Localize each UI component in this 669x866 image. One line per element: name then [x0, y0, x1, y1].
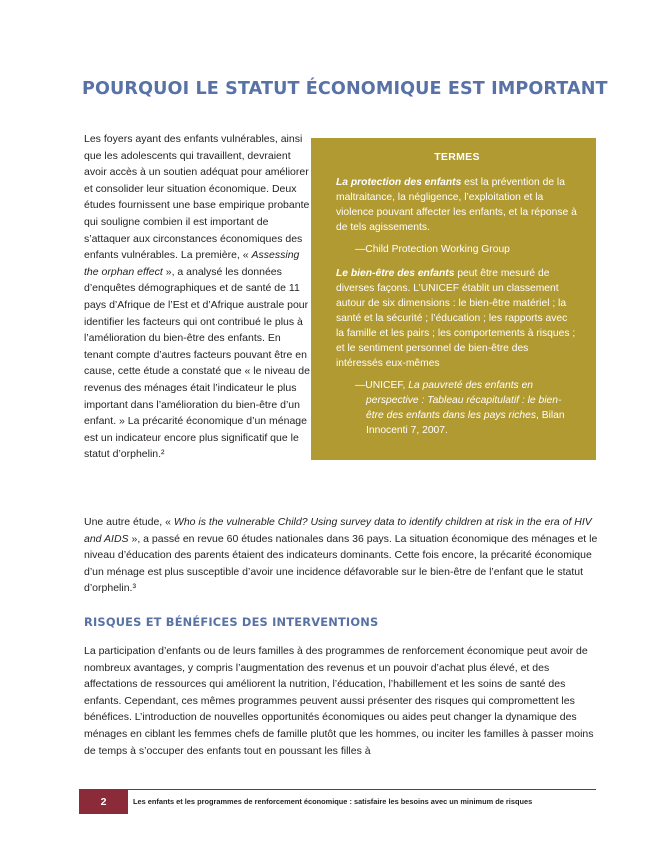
source-cpwg: —Child Protection Working Group [355, 244, 510, 255]
study-title-1: Assessing the orphan effect [84, 249, 300, 278]
second-study-paragraph [84, 514, 602, 597]
source-suffix: , Bilan Innocenti 7, 2007. [366, 410, 565, 436]
sidebar-heading: TERMES [434, 151, 480, 163]
definition-text: est la prévention de la maltraitance, la négligence, l’exploitation et la violence pouvant affecter les enfants, et la réponse à de tels agissements. [336, 177, 577, 233]
intro-paragraph [84, 131, 310, 463]
intro-text-cont: », a analysé les données d’enquêtes démographiques et de santé de 11 pays d’Afrique de l’Est et d’Afrique australe pour identifier les facteurs qui ont contribué le plus à l’amélioration du bien-être des enfants. En tenant compte d’autres facteurs pouvant être en cause, cette étude a constaté que « le niveau de revenus des ménages était l’indicateur le plus important dans l’amélioration du bien-être d’un enfant. » La précarité économique d’un ménage est un indicateur encore plus significatif que le statut d’orphelin.² [84, 265, 310, 461]
page-number: 2 [79, 790, 128, 814]
page-title: POURQUOI LE STATUT ÉCONOMIQUE EST IMPORTANT [82, 79, 608, 99]
definition-child-protection [336, 175, 578, 235]
terms-sidebar [311, 138, 596, 460]
source-prefix: —UNICEF, [355, 380, 409, 391]
intro-text: Les foyers ayant des enfants vulnérables, ainsi que les adolescents qui travaillent, devraient avoir accès à un soutien adéquat pour améliorer et consolider leur situation économique. Deux études fournissent une base empirique probante qui souligne combien il est important de s’attaquer aux circonstances économiques des enfants vulnérables. La première, « [84, 133, 310, 262]
source-unicef [336, 378, 578, 438]
paragraph-text: Une autre étude, « [84, 516, 174, 528]
term-child-protection: La protection des enfants [336, 177, 462, 188]
definition-text: peut être mesuré de diverses façons. L’UNICEF établit un classement autour de six dimensions : le bien-être matériel ; la santé et la sécurité ; l’éducation ; les rapports avec la famille et les pairs ; les comportements à risques ; et le sentiment personnel de bien-être des intéressés eux-mêmes [336, 268, 576, 369]
term-child-wellbeing: Le bien-être des enfants [336, 268, 455, 279]
study-title-2: Who is the vulnerable Child? Using survey data to identify children at risk in the era of HIV and AIDS [84, 516, 592, 545]
source-title: La pauvreté des enfants en perspective : Tableau récapitulatif : le bien-être des enfants dans les pays riches [366, 380, 562, 421]
paragraph-text-cont: », a passé en revue 60 études nationales dans 36 pays. La situation économique des ménages et le niveau d’éducation des parents étaient des indicateurs dominants. Cette fois encore, la précarité économique d’un ménage est plus susceptible d’avoir une incidence défavorable sur le bien-être de l’enfant que le statut d’orphelin.³ [84, 532, 598, 595]
section-heading: RISQUES ET BÉNÉFICES DES INTERVENTIONS [84, 615, 379, 629]
running-footer: Les enfants et les programmes de renforcement économique : satisfaire les besoins avec un minimum de risques [133, 797, 533, 806]
definition-child-wellbeing [336, 266, 578, 371]
risks-paragraph: La participation d’enfants ou de leurs familles à des programmes de renforcement économique peut avoir de nombreux avantages, y compris l’augmentation des revenus et un pouvoir d’achat plus élevé, et des affectations de ressources qui améliorent la nutrition, l’éducation, l’habillement et les soins de santé des enfants. Cependant, ces mêmes programmes peuvent aussi présenter des risques qui compromettent les bénéfices. L’introduction de nouvelles opportunités économiques ou aides peut changer la dynamique des ménages en ciblant les femmes chefs de famille plutôt que les hommes, ou inciter les familles à passer moins de temps à s’occuper des enfants tout en poussant les filles à [84, 645, 594, 757]
